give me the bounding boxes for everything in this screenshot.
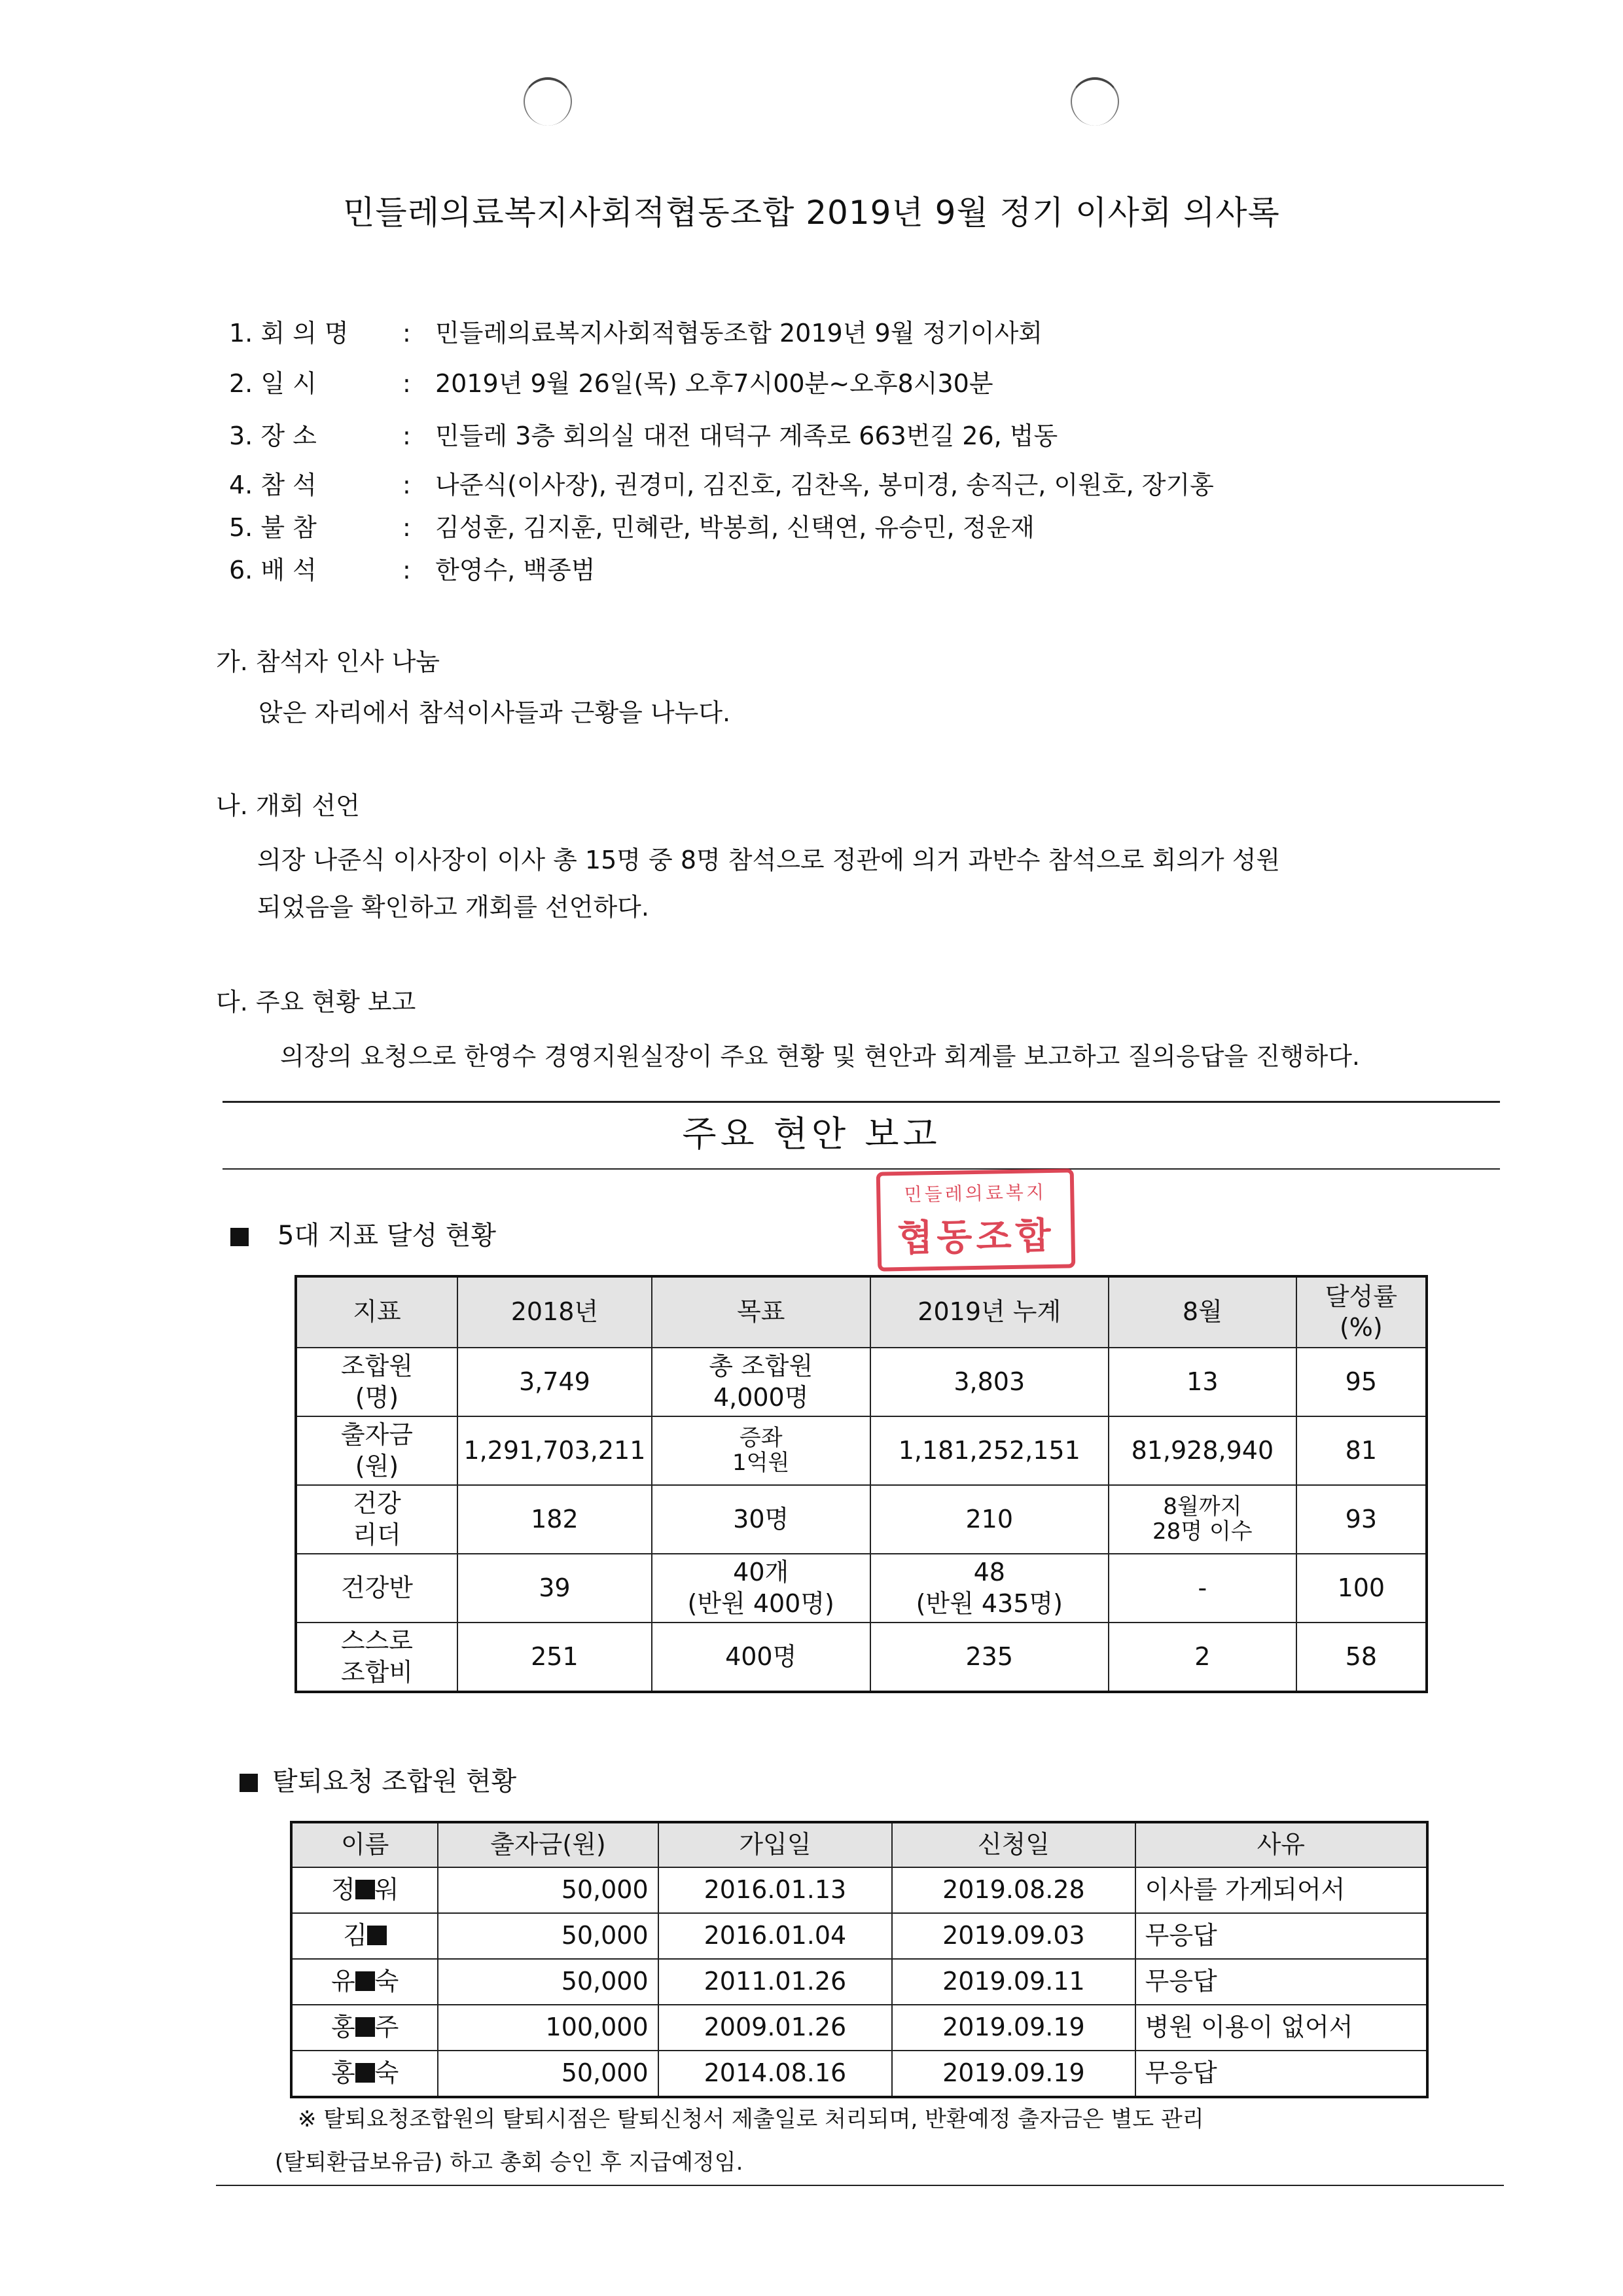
table-row: [291, 1959, 1427, 2005]
redaction-block: [355, 2017, 375, 2037]
report-title: 주요 현안 보고: [682, 1113, 941, 1155]
table-row: [291, 1913, 1427, 1959]
cell-line: 스스로: [340, 1626, 414, 1655]
kpi-row-self-dues: [296, 1623, 1427, 1692]
kpi-cell-rate: 100: [1296, 1554, 1427, 1623]
info-absentees: [229, 507, 1035, 543]
withdraw-cell-amount: 100,000: [438, 2005, 658, 2051]
kpi-row-members: [296, 1348, 1427, 1416]
withdraw-cell-join-date: 2009.01.26: [658, 2005, 893, 2051]
info-label: 1. 회 의 명: [229, 319, 349, 348]
square-bullet-icon: [230, 1228, 249, 1246]
info-value: 김성훈, 김지훈, 민혜란, 박봉희, 신택연, 유승민, 정운재: [435, 513, 1035, 542]
withdraw-cell-reason: 무응답: [1135, 1913, 1427, 1959]
cell-line: (원): [355, 1451, 399, 1480]
kpi-cell-cumulative: 1,181,252,151: [870, 1416, 1109, 1485]
info-datetime: [229, 363, 993, 399]
kpi-header-line: (%): [1339, 1313, 1383, 1342]
withdraw-cell-apply-date: 2019.08.28: [892, 1867, 1135, 1913]
kpi-col-header: 목표: [652, 1276, 870, 1348]
info-label: 5. 불 참: [229, 513, 317, 542]
info-colon: :: [402, 422, 411, 450]
kpi-cell-august: 2: [1109, 1623, 1296, 1692]
withdraw-header-row: [291, 1822, 1427, 1867]
info-label: 6. 배 석: [229, 556, 317, 584]
section-na-text-line1: 의장 나준식 이사장이 이사 총 15명 중 8명 참석으로 정관에 의거 과반수 참석으로 회의가 성원: [257, 846, 1281, 874]
cell-line: (명): [355, 1382, 399, 1412]
kpi-cell-2018: 1,291,703,211: [457, 1416, 652, 1485]
kpi-cell-goal: [652, 1416, 870, 1485]
table-row: [291, 2005, 1427, 2051]
name-last: 숙: [374, 1967, 399, 1996]
stamp-line1: 민들레의료복지: [904, 1181, 1047, 1206]
cell-line: 8월까지: [1163, 1494, 1242, 1520]
cell-line: 1억원: [732, 1449, 790, 1476]
cell-line: (반원 400명): [687, 1588, 834, 1618]
withdraw-heading-text: 탈퇴요청 조합원 현황: [272, 1767, 517, 1797]
withdraw-col-header: 이름: [291, 1822, 438, 1867]
divider-footer: [216, 2185, 1504, 2186]
stamp-line2: 협동조합: [897, 1214, 1056, 1261]
cell-line: 총 조합원: [709, 1352, 813, 1380]
kpi-header-row: [296, 1276, 1427, 1348]
redaction-block: [355, 1971, 375, 1991]
kpi-col-header: 지표: [296, 1276, 457, 1348]
kpi-cell-name: 건강반: [296, 1554, 457, 1623]
withdraw-cell-reason: 무응답: [1135, 2051, 1427, 2097]
binder-hole-right: [1071, 77, 1119, 126]
info-location: [229, 416, 1058, 452]
withdraw-cell-name: [291, 1959, 438, 2005]
kpi-col-header: 2018년: [457, 1276, 652, 1348]
kpi-cell-rate: 81: [1296, 1416, 1427, 1485]
withdraw-cell-join-date: 2016.01.13: [658, 1867, 893, 1913]
redaction-block: [355, 2063, 375, 2083]
name-first: 홍: [330, 2013, 355, 2042]
withdraw-cell-apply-date: 2019.09.11: [892, 1959, 1135, 2005]
kpi-cell-cumulative: 3,803: [870, 1348, 1109, 1416]
name-first: 홍: [330, 2058, 355, 2088]
name-first: 김: [343, 1921, 368, 1950]
kpi-col-header: 8월: [1109, 1276, 1296, 1348]
kpi-cell-goal: [652, 1554, 870, 1623]
cell-line: 4,000명: [713, 1382, 809, 1412]
kpi-row-capital: [296, 1416, 1427, 1485]
withdraw-cell-reason: 병원 이용이 없어서: [1135, 2005, 1427, 2051]
info-value: 민들레 3층 회의실 대전 대덕구 계족로 663번길 26, 법동: [435, 422, 1058, 450]
info-label: 2. 일 시: [229, 369, 317, 398]
withdraw-cell-amount: 50,000: [438, 1913, 658, 1959]
withdraw-cell-amount: 50,000: [438, 2051, 658, 2097]
kpi-cell-august: [1109, 1485, 1296, 1554]
divider-bottom: [223, 1168, 1500, 1170]
kpi-cell-name: [296, 1623, 457, 1692]
name-last: 주: [374, 2013, 399, 2042]
cell-line: 증좌: [739, 1425, 783, 1452]
withdraw-cell-reason: 무응답: [1135, 1959, 1427, 2005]
name-first: 유: [330, 1967, 355, 1996]
cooperative-seal-stamp: [876, 1168, 1076, 1271]
name-last: 숙: [374, 2058, 399, 2088]
withdraw-cell-amount: 50,000: [438, 1959, 658, 2005]
kpi-heading-text: 5대 지표 달성 현황: [277, 1221, 497, 1251]
table-row: [291, 2051, 1427, 2097]
kpi-col-header: 2019년 누계: [870, 1276, 1109, 1348]
square-bullet-icon: [240, 1774, 258, 1792]
kpi-cell-name: [296, 1485, 457, 1554]
kpi-cell-2018: 182: [457, 1485, 652, 1554]
cell-line: 리더: [353, 1520, 401, 1549]
withdraw-heading: [240, 1761, 516, 1798]
kpi-cell-2018: 3,749: [457, 1348, 652, 1416]
section-na-heading: 나. 개회 선언: [216, 791, 360, 820]
withdraw-col-header: 사유: [1135, 1822, 1427, 1867]
withdraw-cell-apply-date: 2019.09.19: [892, 2005, 1135, 2051]
kpi-cell-goal: [652, 1348, 870, 1416]
withdraw-cell-join-date: 2014.08.16: [658, 2051, 893, 2097]
kpi-cell-cumulative: [870, 1554, 1109, 1623]
kpi-table: [294, 1275, 1428, 1693]
withdraw-cell-join-date: 2016.01.04: [658, 1913, 893, 1959]
info-meeting-name: [229, 313, 1043, 349]
name-first: 정: [330, 1875, 355, 1905]
cell-line: 40개: [733, 1558, 789, 1587]
info-colon: :: [402, 556, 411, 584]
withdraw-cell-name: [291, 1867, 438, 1913]
kpi-cell-august: 13: [1109, 1348, 1296, 1416]
withdraw-cell-name: [291, 2005, 438, 2051]
cell-line: 건강: [353, 1489, 401, 1518]
section-ga-heading: 가. 참석자 인사 나눔: [216, 647, 440, 676]
info-value: 나준식(이사장), 권경미, 김진호, 김찬옥, 봉미경, 송직근, 이원호, 장기홍: [435, 471, 1214, 499]
kpi-header-line: 달성률: [1325, 1282, 1397, 1311]
kpi-col-header: [1296, 1276, 1427, 1348]
section-ga-text: 앉은 자리에서 참석이사들과 근황을 나누다.: [259, 698, 731, 727]
kpi-row-health-leader: [296, 1485, 1427, 1554]
kpi-cell-august: 81,928,940: [1109, 1416, 1296, 1485]
cell-line: 조합비: [340, 1657, 414, 1687]
kpi-heading: [230, 1215, 496, 1252]
withdraw-col-header: 출자금(원): [438, 1822, 658, 1867]
cell-line: 조합원: [340, 1352, 414, 1380]
info-value: 한영수, 백종범: [435, 556, 596, 584]
kpi-cell-august: -: [1109, 1554, 1296, 1623]
kpi-cell-rate: 93: [1296, 1485, 1427, 1554]
kpi-cell-name: [296, 1416, 457, 1485]
info-value: 2019년 9월 26일(목) 오후7시00분~오후8시30분: [435, 369, 993, 398]
kpi-cell-cumulative: 210: [870, 1485, 1109, 1554]
withdraw-cell-apply-date: 2019.09.19: [892, 2051, 1135, 2097]
kpi-cell-name: [296, 1348, 457, 1416]
cell-line: (반원 435명): [916, 1588, 1063, 1618]
info-attendees: [229, 465, 1214, 501]
binder-hole-left: [524, 77, 572, 126]
kpi-cell-goal: 400명: [652, 1623, 870, 1692]
divider-top: [223, 1101, 1500, 1103]
kpi-cell-2018: 251: [457, 1623, 652, 1692]
name-last: 워: [374, 1875, 399, 1905]
table-row: [291, 1867, 1427, 1913]
cell-line: 48: [973, 1558, 1005, 1587]
info-observers: [229, 550, 595, 586]
redaction-block: [355, 1880, 375, 1899]
section-na-text-line2: 되었음을 확인하고 개회를 선언하다.: [257, 893, 649, 922]
withdraw-cell-name: [291, 1913, 438, 1959]
info-value: 민들레의료복지사회적협동조합 2019년 9월 정기이사회: [435, 319, 1043, 348]
info-colon: :: [402, 369, 411, 398]
info-colon: :: [402, 513, 411, 542]
info-label: 4. 참 석: [229, 471, 317, 499]
info-label: 3. 장 소: [229, 422, 317, 450]
kpi-cell-rate: 95: [1296, 1348, 1427, 1416]
document-title: 민들레의료복지사회적협동조합 2019년 9월 정기 이사회 의사록: [343, 194, 1280, 232]
redaction-block: [367, 1926, 387, 1945]
withdraw-col-header: 신청일: [892, 1822, 1135, 1867]
kpi-cell-cumulative: 235: [870, 1623, 1109, 1692]
withdraw-table: [290, 1821, 1429, 2098]
cell-line: 출자금: [340, 1420, 414, 1449]
section-da-text: 의장의 요청으로 한영수 경영지원실장이 주요 현황 및 현안과 회계를 보고하고 질의응답을 진행하다.: [280, 1042, 1360, 1071]
kpi-row-health-group: [296, 1554, 1427, 1623]
withdraw-cell-amount: 50,000: [438, 1867, 658, 1913]
withdraw-note-line1: ※ 탈퇴요청조합원의 탈퇴시점은 탈퇴신청서 제출일로 처리되며, 반환예정 출자금은 별도 관리: [298, 2106, 1204, 2132]
withdraw-note-line2: (탈퇴환급보유금) 하고 총회 승인 후 지급예정임.: [275, 2149, 743, 2176]
withdraw-cell-name: [291, 2051, 438, 2097]
section-da-heading: 다. 주요 현황 보고: [216, 988, 416, 1016]
kpi-cell-rate: 58: [1296, 1623, 1427, 1692]
kpi-cell-goal: 30명: [652, 1485, 870, 1554]
kpi-cell-2018: 39: [457, 1554, 652, 1623]
withdraw-col-header: 가입일: [658, 1822, 893, 1867]
cell-line: 28명 이수: [1152, 1518, 1253, 1545]
withdraw-cell-join-date: 2011.01.26: [658, 1959, 893, 2005]
withdraw-cell-apply-date: 2019.09.03: [892, 1913, 1135, 1959]
info-colon: :: [402, 319, 411, 348]
withdraw-cell-reason: 이사를 가게되어서: [1135, 1867, 1427, 1913]
info-colon: :: [402, 471, 411, 499]
